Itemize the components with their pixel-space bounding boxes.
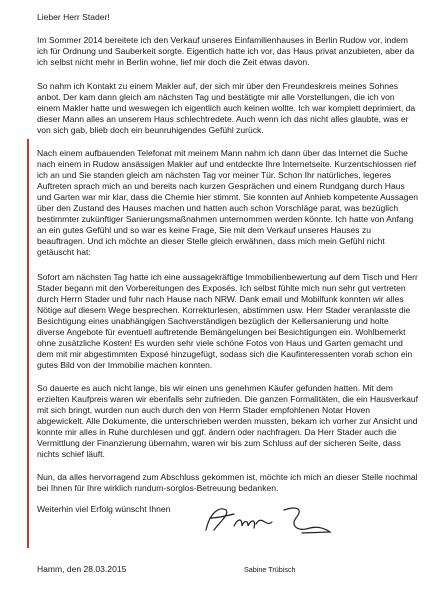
signer-name: Sabine Trübisch [244,565,296,574]
paragraph-6: Nun, da alles hervorragend zum Abschluss gekommen ist, möchte ich mich an dieser Stelle nochmal bei Ihnen für Ihre wirklich rundum-sorglos-Betreuung bedanken. [37,472,418,493]
closing-line: Weiterhin viel Erfolg wünscht Ihnen [37,504,171,514]
place-date: Hamm, den 28.03.2015 [37,564,127,574]
paragraph-2: So nahm ich Kontakt zu einem Makler auf, der sich mir über den Freundeskreis meines Sohnes anbot. Der kam dann gleich am nächsten Tag und bestätigte mir alle Vorstellungen, die ich von einem Makler hatte und weswegen ich eigentlich auch keinen wollte. Ich war komplett deprimiert, da dieser Mann alles an unserem Haus schlechtredete. Auch wenn ich das nicht alles glaubte, was er von sich gab, blieb doch ein beunruhigendes Gefühl zurück. [37,81,416,135]
handwritten-signature [200,500,340,540]
paragraph-5: So dauerte es auch nicht lange, bis wir einen uns genehmen Käufer gefunden hatten. Mit dem erzielten Kaufpreis waren wir ebenfalls sehr zufrieden. Die ganzen Formalitäten, die ein Hausverkauf mit sich bringt, wurden nun auch durch den von Herrn Stader empfohlenen Notar Hoven abgewickelt. Alle Dokumente, die unterschrieben werden mussten, bekam ich vorher zur Ansicht und konnte mir alles in Ruhe durchlesen und ggf. ändern oder nachfragen. Da Herr Stader auch die Vermittlung der Finanzierung übernahm, waren wir bis zum Schluss auf der sicheren Seite, dass nichts schief läuft. [37,383,419,459]
salutation: Lieber Herr Stader! [37,12,110,22]
paragraph-1: Im Sommer 2014 bereitete ich den Verkauf unseres Einfamilienhauses in Berlin Rudow vor, indem ich für Ordnung und Sauberkeit sorgte. Eigentlich hatte ich vor, das Haus privat anzubieten, aber da ich selbst nicht mehr in Berlin wohne, lief mir doch die Zeit etwas davon. [37,35,415,67]
margin-accent-rule [27,139,29,548]
paragraph-4: Sofort am nächsten Tag hatte ich eine aussagekräftige Immobilienbewertung auf dem Tisch und Herr Stader begann mit den Vorbereitungen des Exposés. Ich selbst fühlte mich nun sehr gut vertreten durch Herrn Stader und fuhr nach Hause nach NRW. Dank email und Mobilfunk konnten wir alles Nötige auf diesem Wege besprechen. Korrekturlesen, abstimmen usw. Herr Stader veranlasste die Besichtigung eines unabhängigen Sachverständigen bezüglich der Kellersanierung und holte diverse Angebote für eventuell auftretende Bemängelungen bei Besichtigungen ein. Wohlbemerkt ohne zusätzliche Kosten! Es wurden sehr viele schöne Fotos von Haus und Garten gemacht und dem mit mir abgestimmten Exposé hinzugefügt, sodass sich die Kaufinteressenten vorab schon ein gutes Bild von der Immobilie machen konnten. [37,272,418,370]
paragraph-3: Nach einem aufbauenden Telefonat mit meinem Mann nahm ich dann über das Internet die Suche nach einem in Rudow ansässigen Makler auf und entdeckte Ihre Internetseite. Kurzentschlossen rief ich an und Sie standen gleich am nächsten Tag vor meiner Tür. Schon Ihr natürliches, legeres Auftreten sprach mich an und bereits nach kurzen Gesprächen und einem Rundgang durch Haus und Garten war mir klar, dass die Chemie hier stimmt. Sie konnten auf Anhieb kompetente Aussagen über den Zustand des Hauses machen und hatten auch schon Vorschläge parat, was bezüglich bestimmter zukünftiger Sanierungsmaßnahmen unternommen werden könnte. Ich hatte von Anfang an ein gutes Gefühl und so war es keine Frage, Sie mit dem Verkauf unseres Hauses zu beauftragen. Und ich möchte an dieser Stelle gleich erwähnen, dass mich mein Gefühl nicht getäuscht hat: [37,148,419,257]
